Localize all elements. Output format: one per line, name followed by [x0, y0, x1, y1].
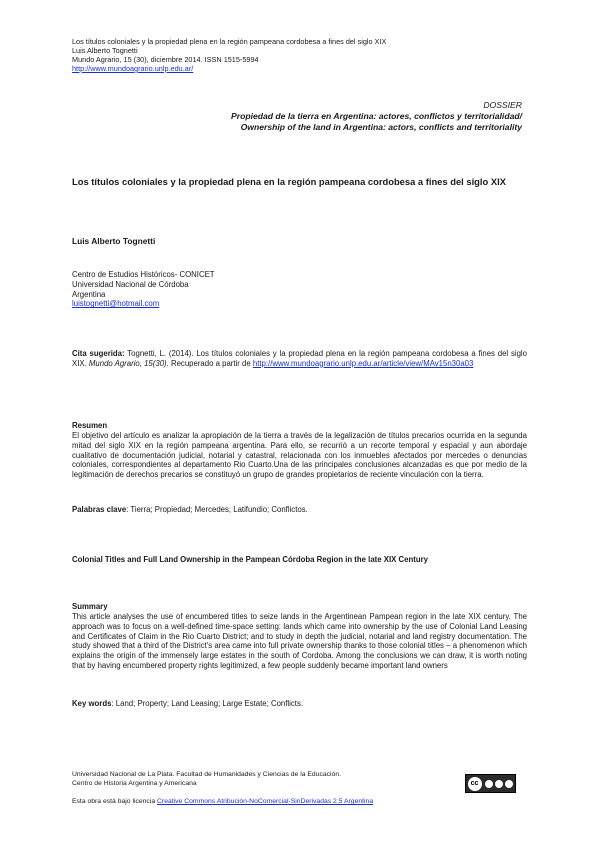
- cc-license-badge[interactable]: [465, 774, 516, 793]
- running-header: [72, 37, 532, 73]
- resumen-heading: Resumen: [72, 421, 108, 430]
- affiliation-university: Universidad Nacional de Córdoba: [72, 279, 189, 289]
- nc-icon: [495, 780, 503, 788]
- citation-text-a: Tognetti, L. (2014). Los títulos coloniales y la propiedad plena en la región pampeana cordobesa a fines del siglo XIX.: [72, 349, 527, 368]
- dossier-title-en: Ownership of the land in Argentina: actors, conflicts and territoriality: [240, 122, 522, 132]
- author-email-link[interactable]: luistognetti@hotmail.com: [72, 299, 160, 309]
- affiliation: [72, 270, 215, 309]
- dossier-title-es: Propiedad de la tierra en Argentina: actores, conflictos y territorialidad/: [231, 111, 522, 121]
- suggested-citation: [72, 349, 527, 369]
- english-title: Colonial Titles and Full Land Ownership in the Pampean Córdoba Region in the late XIX Century: [72, 555, 428, 564]
- key-words-text: : Land; Property; Land Leasing; Large Estate; Conflicts.: [111, 699, 304, 708]
- author-name: Luis Alberto Tognetti: [72, 236, 156, 246]
- header-journal: Mundo Agrario, 15 (30), diciembre 2014. ISSN 1515-5994: [72, 55, 259, 64]
- nd-icon: [505, 780, 513, 788]
- palabras-clave-text: : Tierra; Propiedad; Mercedes; Latifundio; Conflictos.: [126, 505, 308, 514]
- license-link[interactable]: Creative Commons Atribución-NoComercial-SinDerivadas 2.5 Argentina: [157, 798, 374, 805]
- footer-university: Universidad Nacional de La Plata. Facultad de Humanidades y Ciencias de la Educación.: [72, 771, 342, 778]
- footer-center: Centro de Historia Argentina y Americana: [72, 779, 197, 787]
- summary-heading: Summary: [72, 602, 108, 611]
- palabras-clave: [72, 505, 527, 515]
- key-words-label: Key words: [72, 699, 112, 708]
- dossier-block: [122, 100, 522, 133]
- license-prefix: Esta obra está bajo licencia: [72, 798, 158, 805]
- affiliation-country: Argentina: [72, 289, 106, 299]
- affiliation-center: Centro de Estudios Históricos- CONICET: [72, 270, 215, 279]
- article-title: Los títulos coloniales y la propiedad plena en la región pampeana cordobesa a fines del siglo XIX: [72, 176, 506, 187]
- header-article-title: Los títulos coloniales y la propiedad plena en la región pampeana cordobesa a fines del siglo XIX: [72, 37, 387, 46]
- cc-icon: cc: [468, 777, 482, 791]
- citation-journal: Mundo Agrario, 15(30).: [88, 358, 169, 368]
- citation-label: Cita sugerida:: [72, 349, 125, 358]
- resumen-body: El objetivo del artículo es analizar la apropiación de la tierra a través de la legalización de títulos precarios ocurrida en la segunda mitad del siglo XIX en la región pampeana argentina. Para ello, se recurrió a un recorte temporal y espacial y aun abordaje cualitativo de documentación judicial, notarial y catastral, relacionada con los inmuebles afectados por mercedes o denuncias coloniales, correspondientes al departamento Rio Cuarto.Una de las principales conclusiones alcanzadas es que por medio de la legitimación de derechos precarios se constituyó un grupo de grandes propietarios de reciente vinculación con la tierra.: [72, 431, 527, 480]
- footer: [72, 771, 341, 789]
- key-words: [72, 699, 527, 709]
- citation-link[interactable]: http://www.mundoagrario.unlp.edu.ar/article/view/MAv15n30a03: [252, 358, 474, 368]
- header-journal-link[interactable]: http://www.mundoagrario.unlp.edu.ar/: [72, 64, 194, 73]
- citation-text-b: Recuperado a partir de: [168, 358, 253, 368]
- summary-body: This article analyses the use of encumbered titles to seize lands in the Argentinean Pampean region in the late XIX century. The approach was to focus on a well-defined time-space setting: lands which came into ownership by the use of Colonial Land Leasing and Certificates of Claim in the Rio Cuarto District; and to study in depth the judicial, notarial and land registry documentation. The study showed that a third of the District's area came into full private ownership thanks to those colonial titles – a phenomenon which explains the origin of the immensely large estates in the south of Cordoba. Among the conclusions we can draw, it is worth noting that by having encumbered property rights legitimized, a few people suddenly became important land owners: [72, 612, 527, 670]
- by-icon: [485, 780, 493, 788]
- dossier-label: DOSSIER: [483, 100, 522, 110]
- license-line: [72, 798, 373, 805]
- palabras-clave-label: Palabras clave: [72, 505, 127, 514]
- header-author: Luis Alberto Tognetti: [72, 46, 138, 55]
